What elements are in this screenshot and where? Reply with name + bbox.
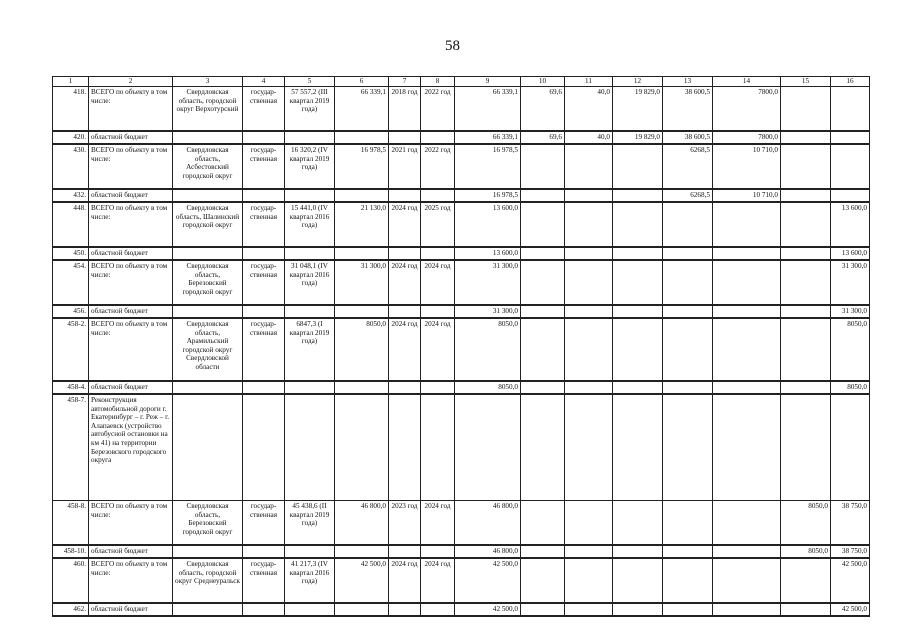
cell-location: Свердловская область, городской округ Верхотурский (173, 87, 243, 132)
column-header: 12 (613, 77, 663, 87)
cell-year-2019 (565, 189, 613, 202)
column-header: 15 (781, 77, 831, 87)
cell-total-cost: 46 800,0 (335, 501, 389, 546)
cell-row-number: 462. (53, 603, 89, 616)
cell-year-2020 (613, 381, 663, 394)
cell-total-cost: 16 978,5 (335, 144, 389, 189)
cell-end-year (421, 247, 455, 260)
cell-year-2021 (663, 202, 713, 247)
cell-year-2018 (521, 545, 565, 558)
cell-total-cost (335, 189, 389, 202)
column-header: 10 (521, 77, 565, 87)
cell-financing-total: 13 600,0 (455, 247, 521, 260)
cell-year-2023 (781, 247, 831, 260)
cell-year-2024: 31 300,0 (831, 305, 870, 318)
cell-estimated-cost (285, 189, 335, 202)
cell-estimated-cost: 57 557,2 (III квартал 2019 года) (285, 87, 335, 132)
cell-year-2023 (781, 87, 831, 132)
cell-row-number: 432. (53, 189, 89, 202)
cell-end-year: 2024 год (421, 558, 455, 603)
cell-location (173, 603, 243, 616)
cell-start-year (389, 394, 421, 501)
budget-row (53, 189, 870, 202)
cell-object-name: областной бюджет (89, 545, 173, 558)
budget-row (53, 603, 870, 616)
cell-year-2019 (565, 558, 613, 603)
column-header: 16 (831, 77, 870, 87)
cell-year-2024: 13 600,0 (831, 247, 870, 260)
cell-start-year: 2024 год (389, 260, 421, 305)
cell-object-name: областной бюджет (89, 305, 173, 318)
cell-year-2019 (565, 247, 613, 260)
cell-year-2023: 8050,0 (781, 545, 831, 558)
cell-total-cost (335, 545, 389, 558)
cell-start-year: 2024 год (389, 202, 421, 247)
cell-location: Свердловская область, Асбестовский городской округ (173, 144, 243, 189)
cell-year-2022 (713, 247, 781, 260)
cell-estimated-cost (285, 394, 335, 501)
cell-year-2022: 10 710,0 (713, 144, 781, 189)
cell-estimated-cost (285, 305, 335, 318)
cell-year-2021 (663, 394, 713, 501)
cell-start-year: 2024 год (389, 558, 421, 603)
cell-year-2021 (663, 260, 713, 305)
cell-year-2021: 6268,5 (663, 189, 713, 202)
cell-location (173, 189, 243, 202)
cell-estimated-cost (285, 545, 335, 558)
object-row (53, 260, 870, 305)
cell-year-2023 (781, 381, 831, 394)
cell-object-name: областной бюджет (89, 603, 173, 616)
cell-estimated-cost (285, 603, 335, 616)
cell-year-2023: 8050,0 (781, 501, 831, 546)
cell-ownership (243, 381, 285, 394)
cell-financing-total: 8050,0 (455, 318, 521, 381)
cell-ownership (243, 394, 285, 501)
cell-year-2021 (663, 558, 713, 603)
cell-year-2023 (781, 131, 831, 144)
cell-year-2020 (613, 603, 663, 616)
cell-financing-total: 46 800,0 (455, 501, 521, 546)
cell-year-2019 (565, 394, 613, 501)
cell-object-name: ВСЕГО по объекту в том числе: (89, 144, 173, 189)
cell-object-name: областной бюджет (89, 381, 173, 394)
cell-year-2022: 7800,0 (713, 87, 781, 132)
cell-object-name: областной бюджет (89, 247, 173, 260)
cell-location: Свердловская область, городской округ Среднеуральск (173, 558, 243, 603)
cell-year-2023 (781, 394, 831, 501)
cell-year-2021 (663, 603, 713, 616)
cell-ownership (243, 247, 285, 260)
cell-estimated-cost: 31 048,1 (IV квартал 2016 года) (285, 260, 335, 305)
cell-year-2020 (613, 144, 663, 189)
cell-start-year (389, 603, 421, 616)
cell-location: Свердловская область, Березовский городской округ (173, 501, 243, 546)
budget-row (53, 131, 870, 144)
object-row (53, 202, 870, 247)
column-header: 4 (243, 77, 285, 87)
cell-ownership: государ-ственная (243, 260, 285, 305)
object-row (53, 394, 870, 501)
cell-year-2023 (781, 260, 831, 305)
cell-year-2024: 42 500,0 (831, 603, 870, 616)
budget-table (52, 76, 870, 617)
cell-year-2020 (613, 318, 663, 381)
cell-year-2024 (831, 189, 870, 202)
cell-estimated-cost: 41 217,3 (IV квартал 2016 года) (285, 558, 335, 603)
cell-estimated-cost (285, 131, 335, 144)
cell-year-2020: 19 829,0 (613, 131, 663, 144)
cell-financing-total: 16 978,5 (455, 144, 521, 189)
cell-object-name: Реконструкция автомобильной дороги г. Екатеринбург – г. Реж – г. Алапаевск (устройство автобусной остановки на км 41) на территории Березовского городского округа (89, 394, 173, 501)
cell-year-2024 (831, 394, 870, 501)
cell-start-year (389, 305, 421, 318)
cell-end-year (421, 305, 455, 318)
cell-year-2024 (831, 144, 870, 189)
cell-year-2019 (565, 305, 613, 318)
cell-start-year (389, 381, 421, 394)
cell-year-2018 (521, 144, 565, 189)
cell-estimated-cost (285, 247, 335, 260)
cell-location (173, 545, 243, 558)
cell-object-name: ВСЕГО по объекту в том числе: (89, 501, 173, 546)
cell-year-2019 (565, 260, 613, 305)
cell-year-2018 (521, 318, 565, 381)
cell-location (173, 131, 243, 144)
cell-financing-total: 66 339,1 (455, 131, 521, 144)
column-header: 14 (713, 77, 781, 87)
cell-row-number: 458-10. (53, 545, 89, 558)
budget-row (53, 381, 870, 394)
cell-year-2021: 6268,5 (663, 144, 713, 189)
cell-year-2019 (565, 545, 613, 558)
cell-location (173, 305, 243, 318)
cell-year-2020 (613, 247, 663, 260)
cell-row-number: 458-8. (53, 501, 89, 546)
cell-ownership: государ-ственная (243, 87, 285, 132)
column-header: 11 (565, 77, 613, 87)
cell-year-2018 (521, 202, 565, 247)
cell-location: Свердловская область, Березовский городской округ (173, 260, 243, 305)
cell-year-2020 (613, 202, 663, 247)
cell-total-cost (335, 603, 389, 616)
cell-year-2019 (565, 603, 613, 616)
column-header: 3 (173, 77, 243, 87)
cell-financing-total: 66 339,1 (455, 87, 521, 132)
cell-year-2024: 38 750,0 (831, 501, 870, 546)
cell-row-number: 458-2. (53, 318, 89, 381)
cell-estimated-cost: 16 320,2 (IV квартал 2019 года) (285, 144, 335, 189)
cell-row-number: 420. (53, 131, 89, 144)
cell-year-2019 (565, 381, 613, 394)
cell-total-cost (335, 247, 389, 260)
cell-ownership: государ-ственная (243, 318, 285, 381)
cell-start-year (389, 247, 421, 260)
cell-start-year (389, 131, 421, 144)
cell-year-2019: 40,0 (565, 87, 613, 132)
cell-year-2018 (521, 501, 565, 546)
cell-year-2018 (521, 305, 565, 318)
column-header: 5 (285, 77, 335, 87)
cell-year-2022 (713, 603, 781, 616)
cell-object-name: ВСЕГО по объекту в том числе: (89, 202, 173, 247)
cell-year-2020 (613, 545, 663, 558)
cell-year-2018 (521, 558, 565, 603)
cell-total-cost: 21 130,0 (335, 202, 389, 247)
cell-financing-total: 42 500,0 (455, 558, 521, 603)
cell-year-2024: 42 500,0 (831, 558, 870, 603)
cell-year-2022 (713, 381, 781, 394)
cell-year-2018 (521, 603, 565, 616)
cell-total-cost (335, 381, 389, 394)
cell-total-cost: 31 300,0 (335, 260, 389, 305)
cell-year-2018: 69,6 (521, 87, 565, 132)
cell-financing-total: 8050,0 (455, 381, 521, 394)
cell-total-cost (335, 131, 389, 144)
object-row (53, 87, 870, 132)
cell-start-year: 2024 год (389, 318, 421, 381)
cell-end-year: 2024 год (421, 260, 455, 305)
cell-year-2020 (613, 501, 663, 546)
cell-end-year (421, 131, 455, 144)
cell-end-year (421, 394, 455, 501)
object-row (53, 318, 870, 381)
cell-financing-total: 16 978,5 (455, 189, 521, 202)
cell-year-2023 (781, 603, 831, 616)
cell-row-number: 458-7. (53, 394, 89, 501)
cell-row-number: 460. (53, 558, 89, 603)
cell-year-2018 (521, 381, 565, 394)
cell-location (173, 381, 243, 394)
cell-ownership: государ-ственная (243, 144, 285, 189)
cell-start-year (389, 189, 421, 202)
cell-total-cost (335, 305, 389, 318)
cell-year-2021: 38 600,5 (663, 131, 713, 144)
cell-end-year: 2022 год (421, 87, 455, 132)
cell-ownership: государ-ственная (243, 202, 285, 247)
column-number-row (53, 77, 870, 87)
cell-start-year: 2021 год (389, 144, 421, 189)
cell-end-year: 2024 год (421, 501, 455, 546)
cell-year-2022 (713, 202, 781, 247)
cell-year-2023 (781, 144, 831, 189)
cell-year-2022 (713, 501, 781, 546)
cell-year-2022: 7800,0 (713, 131, 781, 144)
cell-row-number: 430. (53, 144, 89, 189)
cell-row-number: 418. (53, 87, 89, 132)
cell-location (173, 394, 243, 501)
cell-end-year (421, 545, 455, 558)
cell-year-2020 (613, 305, 663, 318)
column-header: 1 (53, 77, 89, 87)
cell-year-2021: 38 600,5 (663, 87, 713, 132)
cell-estimated-cost: 6847,3 (I квартал 2019 года) (285, 318, 335, 381)
cell-year-2020 (613, 394, 663, 501)
cell-year-2020: 19 829,0 (613, 87, 663, 132)
cell-year-2023 (781, 318, 831, 381)
cell-object-name: областной бюджет (89, 131, 173, 144)
cell-year-2021 (663, 318, 713, 381)
cell-object-name: ВСЕГО по объекту в том числе: (89, 87, 173, 132)
cell-year-2019 (565, 144, 613, 189)
cell-year-2022 (713, 558, 781, 603)
cell-financing-total: 46 800,0 (455, 545, 521, 558)
cell-estimated-cost: 15 441,0 (IV квартал 2016 года) (285, 202, 335, 247)
cell-year-2024: 8050,0 (831, 318, 870, 381)
page-number: 58 (445, 38, 460, 54)
cell-estimated-cost (285, 381, 335, 394)
cell-year-2024: 31 300,0 (831, 260, 870, 305)
cell-year-2023 (781, 202, 831, 247)
cell-ownership (243, 545, 285, 558)
cell-object-name: областной бюджет (89, 189, 173, 202)
cell-year-2024: 38 750,0 (831, 545, 870, 558)
cell-financing-total: 42 500,0 (455, 603, 521, 616)
cell-row-number: 456. (53, 305, 89, 318)
cell-start-year (389, 545, 421, 558)
cell-year-2018 (521, 394, 565, 501)
cell-ownership (243, 305, 285, 318)
cell-ownership (243, 131, 285, 144)
cell-year-2024 (831, 131, 870, 144)
column-header: 9 (455, 77, 521, 87)
budget-row (53, 545, 870, 558)
cell-estimated-cost: 45 438,6 (II квартал 2019 года) (285, 501, 335, 546)
cell-year-2023 (781, 305, 831, 318)
cell-total-cost: 42 500,0 (335, 558, 389, 603)
budget-row (53, 305, 870, 318)
cell-year-2021 (663, 381, 713, 394)
object-row (53, 558, 870, 603)
cell-row-number: 450. (53, 247, 89, 260)
cell-end-year: 2022 год (421, 144, 455, 189)
cell-start-year: 2018 год (389, 87, 421, 132)
cell-year-2024: 13 600,0 (831, 202, 870, 247)
cell-ownership: государ-ственная (243, 558, 285, 603)
cell-ownership: государ-ственная (243, 501, 285, 546)
cell-end-year (421, 381, 455, 394)
cell-year-2019 (565, 202, 613, 247)
cell-year-2019 (565, 318, 613, 381)
cell-year-2022 (713, 260, 781, 305)
cell-object-name: ВСЕГО по объекту в том числе: (89, 318, 173, 381)
cell-financing-total: 31 300,0 (455, 305, 521, 318)
cell-total-cost: 8050,0 (335, 318, 389, 381)
cell-year-2019: 40,0 (565, 131, 613, 144)
column-header: 2 (89, 77, 173, 87)
cell-year-2020 (613, 189, 663, 202)
cell-start-year: 2023 год (389, 501, 421, 546)
cell-year-2022 (713, 318, 781, 381)
cell-year-2022 (713, 305, 781, 318)
cell-year-2018 (521, 247, 565, 260)
cell-year-2024: 8050,0 (831, 381, 870, 394)
cell-location (173, 247, 243, 260)
cell-year-2024 (831, 87, 870, 132)
cell-year-2023 (781, 558, 831, 603)
object-row (53, 501, 870, 546)
cell-year-2022 (713, 545, 781, 558)
cell-year-2020 (613, 260, 663, 305)
cell-year-2021 (663, 305, 713, 318)
cell-year-2020 (613, 558, 663, 603)
cell-row-number: 448. (53, 202, 89, 247)
object-row (53, 144, 870, 189)
column-header: 6 (335, 77, 389, 87)
cell-financing-total: 31 300,0 (455, 260, 521, 305)
cell-row-number: 458-4. (53, 381, 89, 394)
cell-end-year (421, 603, 455, 616)
cell-financing-total: 13 600,0 (455, 202, 521, 247)
cell-total-cost (335, 394, 389, 501)
cell-object-name: ВСЕГО по объекту в том числе: (89, 558, 173, 603)
cell-year-2018 (521, 189, 565, 202)
cell-year-2022: 10 710,0 (713, 189, 781, 202)
cell-object-name: ВСЕГО по объекту в том числе: (89, 260, 173, 305)
column-header: 13 (663, 77, 713, 87)
cell-year-2021 (663, 247, 713, 260)
column-header: 8 (421, 77, 455, 87)
cell-row-number: 454. (53, 260, 89, 305)
budget-row (53, 247, 870, 260)
column-header: 7 (389, 77, 421, 87)
cell-financing-total (455, 394, 521, 501)
cell-ownership (243, 189, 285, 202)
cell-end-year: 2024 год (421, 318, 455, 381)
cell-end-year: 2025 год (421, 202, 455, 247)
cell-year-2018 (521, 260, 565, 305)
cell-year-2022 (713, 394, 781, 501)
cell-ownership (243, 603, 285, 616)
cell-total-cost: 66 339,1 (335, 87, 389, 132)
cell-year-2021 (663, 501, 713, 546)
cell-location: Свердловская область, Арамильский городской округ Свердловской области (173, 318, 243, 381)
cell-year-2021 (663, 545, 713, 558)
cell-year-2023 (781, 189, 831, 202)
cell-location: Свердловская область, Шалинский городской округ (173, 202, 243, 247)
cell-year-2018: 69,6 (521, 131, 565, 144)
cell-year-2019 (565, 501, 613, 546)
cell-end-year (421, 189, 455, 202)
